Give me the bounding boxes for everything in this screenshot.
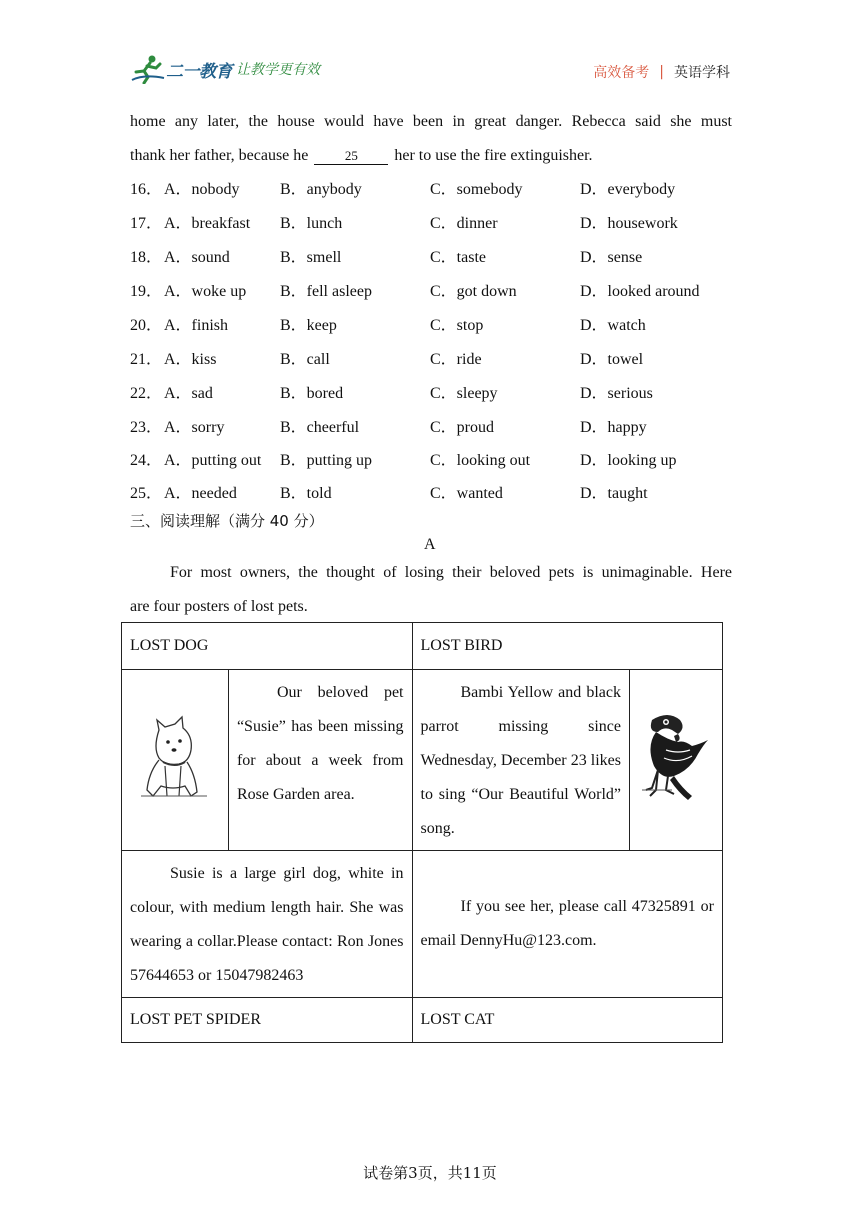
poster-title-row-2 — [122, 998, 723, 1043]
option-d: D．serious — [580, 385, 653, 402]
header-subject-label: 英语学科 — [674, 65, 730, 81]
option-d: D．looking up — [580, 452, 677, 469]
dog-description-cell — [228, 670, 412, 851]
question-16 — [130, 173, 750, 207]
intro-line-2: are four posters of lost pets. — [130, 598, 308, 615]
question-25 — [130, 477, 750, 511]
section-title: 三、阅读理解（满分 40 分） — [130, 512, 324, 530]
brand-slogan: 让教学更有效 — [236, 62, 320, 78]
question-number: 25． — [130, 485, 163, 502]
dog-illustration-icon — [135, 712, 215, 804]
option-a: A．putting out — [164, 452, 262, 469]
option-b: B．call — [280, 351, 330, 368]
option-b: B．bored — [280, 385, 344, 402]
question-number: 18． — [130, 249, 163, 266]
option-c: C．somebody — [430, 181, 523, 198]
parrot-illustration-icon — [638, 710, 714, 806]
bird-description: Bambi Yellow and black parrot missing since Wednesday, December 23 likes to sing “Our Beautiful World” song. — [420, 684, 621, 837]
passage-line-2 — [130, 139, 593, 173]
question-number: 19． — [130, 283, 163, 300]
bird-description-cell — [412, 670, 630, 851]
option-b: B．lunch — [280, 215, 343, 232]
question-21 — [130, 343, 750, 377]
question-22 — [130, 377, 750, 411]
question-20 — [130, 309, 750, 343]
option-d: D．sense — [580, 249, 643, 266]
option-d: D．everybody — [580, 181, 676, 198]
passage-line-1: home any later, the house would have been in great danger. Rebecca said she must — [130, 113, 732, 130]
option-b: B．keep — [280, 317, 337, 334]
question-number: 21． — [130, 351, 163, 368]
option-a: A．needed — [164, 485, 237, 502]
option-d: D．housework — [580, 215, 678, 232]
option-d: D．towel — [580, 351, 644, 368]
lost-spider-title: LOST PET SPIDER — [122, 998, 413, 1043]
header-separator: | — [659, 64, 664, 80]
option-b: B．cheerful — [280, 419, 360, 436]
option-b: B．fell asleep — [280, 283, 372, 300]
option-c: C．taste — [430, 249, 486, 266]
question-number: 22． — [130, 385, 163, 402]
question-number: 23． — [130, 419, 163, 436]
page-footer: 试卷第3页，共11页 — [363, 1164, 497, 1182]
passage-line-2-after: her to use the fire extinguisher. — [394, 147, 593, 164]
option-a: A．sorry — [164, 419, 225, 436]
lost-pets-posters-table — [121, 622, 723, 1043]
option-a: A．finish — [164, 317, 229, 334]
option-c: C．sleepy — [430, 385, 498, 402]
option-c: C．looking out — [430, 452, 531, 469]
option-b: B．smell — [280, 249, 342, 266]
bird-image-cell — [630, 670, 723, 851]
passage-line-2-before: thank her father, because he — [130, 147, 309, 164]
option-a: A．kiss — [164, 351, 217, 368]
question-number: 16． — [130, 181, 163, 198]
option-b: B．anybody — [280, 181, 362, 198]
option-c: C．stop — [430, 317, 484, 334]
option-d: D．looked around — [580, 283, 700, 300]
option-b: B．putting up — [280, 452, 373, 469]
option-d: D．watch — [580, 317, 646, 334]
logo — [130, 54, 320, 84]
dog-details: Susie is a large girl dog, white in colour, with medium length hair. She was wearing a collar.Please contact: Ron Jones 57644653 or 15047982463 — [130, 865, 404, 984]
option-a: A．sound — [164, 249, 230, 266]
blank-25: 25 — [314, 148, 388, 165]
option-c: C．dinner — [430, 215, 498, 232]
header-subject — [593, 62, 730, 82]
option-a: A．sad — [164, 385, 213, 402]
poster-details-row — [122, 851, 723, 998]
page-header — [130, 52, 730, 88]
option-a: A．breakfast — [164, 215, 251, 232]
intro-line-1: For most owners, the thought of losing their beloved pets is unimaginable. Here — [170, 564, 732, 581]
question-number: 24． — [130, 452, 163, 469]
runner-logo-icon — [130, 54, 166, 84]
dog-image-cell — [122, 670, 229, 851]
question-number: 20． — [130, 317, 163, 334]
option-c: C．wanted — [430, 485, 503, 502]
brand-name: 二一教育 — [166, 61, 232, 82]
lost-bird-title: LOST BIRD — [412, 623, 723, 670]
dog-description: Our beloved pet “Susie” has been missing for about a week from Rose Garden area. — [236, 684, 404, 803]
passage-label: A — [424, 536, 436, 553]
question-17 — [130, 207, 750, 241]
option-d: D．taught — [580, 485, 648, 502]
question-24 — [130, 444, 750, 478]
bird-details: If you see her, please call 47325891 or email DennyHu@123.com. — [420, 898, 714, 949]
option-c: C．ride — [430, 351, 482, 368]
lost-dog-title: LOST DOG — [122, 623, 413, 670]
option-b: B．told — [280, 485, 332, 502]
question-number: 17． — [130, 215, 163, 232]
option-d: D．happy — [580, 419, 647, 436]
poster-content-row — [122, 670, 723, 851]
bird-details-cell — [412, 851, 723, 998]
question-18 — [130, 241, 750, 275]
question-23 — [130, 411, 750, 445]
question-19 — [130, 275, 750, 309]
option-c: C．got down — [430, 283, 517, 300]
dog-details-cell — [122, 851, 413, 998]
option-a: A．woke up — [164, 283, 247, 300]
header-tagline: 高效备考 — [593, 65, 650, 81]
lost-cat-title: LOST CAT — [412, 998, 723, 1043]
poster-title-row — [122, 623, 723, 670]
option-c: C．proud — [430, 419, 495, 436]
option-a: A．nobody — [164, 181, 240, 198]
